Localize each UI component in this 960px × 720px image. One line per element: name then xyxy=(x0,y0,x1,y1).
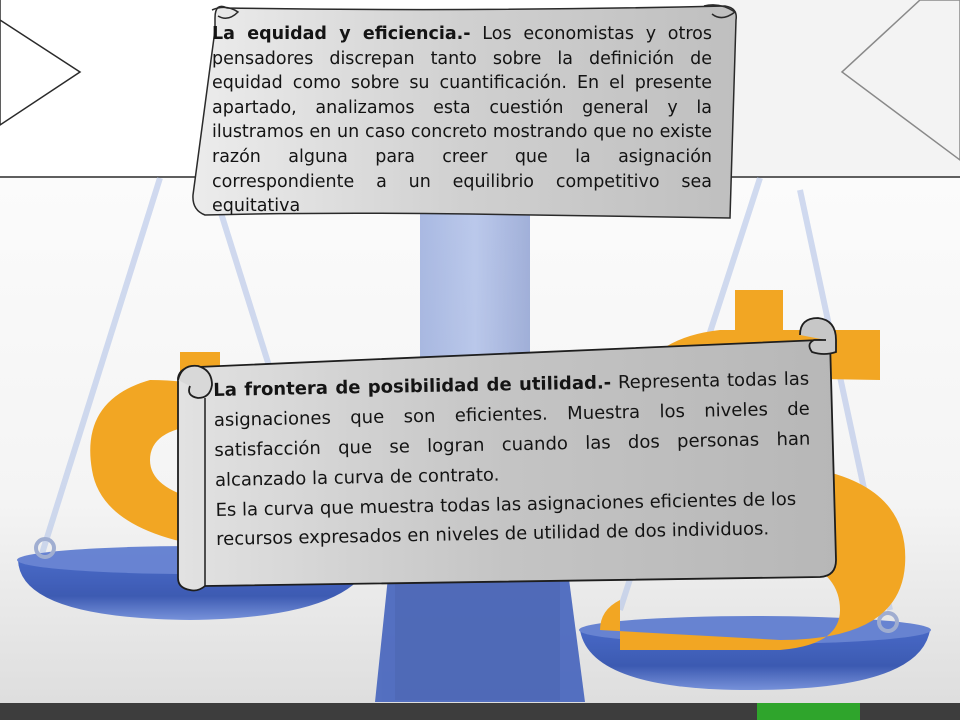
scroll-bottom-heading: La frontera de posibilidad de utilidad.- xyxy=(213,372,612,401)
scroll-top-body: Los economistas y otros pensadores discrepan tanto sobre la definición de equidad como sobre su cuantificación. En el presente apartado, analizamos esta cuestión general y la ilustramos en un caso concreto mostrando que no existe razón alguna para creer que la asignación correspondiente a un equilibrio competitivo sea equitativa xyxy=(212,24,713,217)
scroll-top-text xyxy=(212,22,712,219)
scroll-bottom-paragraph-1 xyxy=(213,365,811,496)
scroll-bottom-text xyxy=(213,365,812,554)
scroll-bottom-paragraph-2: Es la curva que muestra todas las asignaciones eficientes de los recursos expresados en niveles de utilidad de dos individuos. xyxy=(215,488,797,550)
scroll-top-heading: La equidad y eficiencia.- xyxy=(212,24,471,44)
scroll-bottom-body: Representa todas las asignaciones que son eficientes. Muestra los niveles de satisfacción que se logran cuando las dos personas han alcanzado la curva de contrato. xyxy=(213,368,811,491)
bottom-accent-tab[interactable] xyxy=(757,703,860,720)
